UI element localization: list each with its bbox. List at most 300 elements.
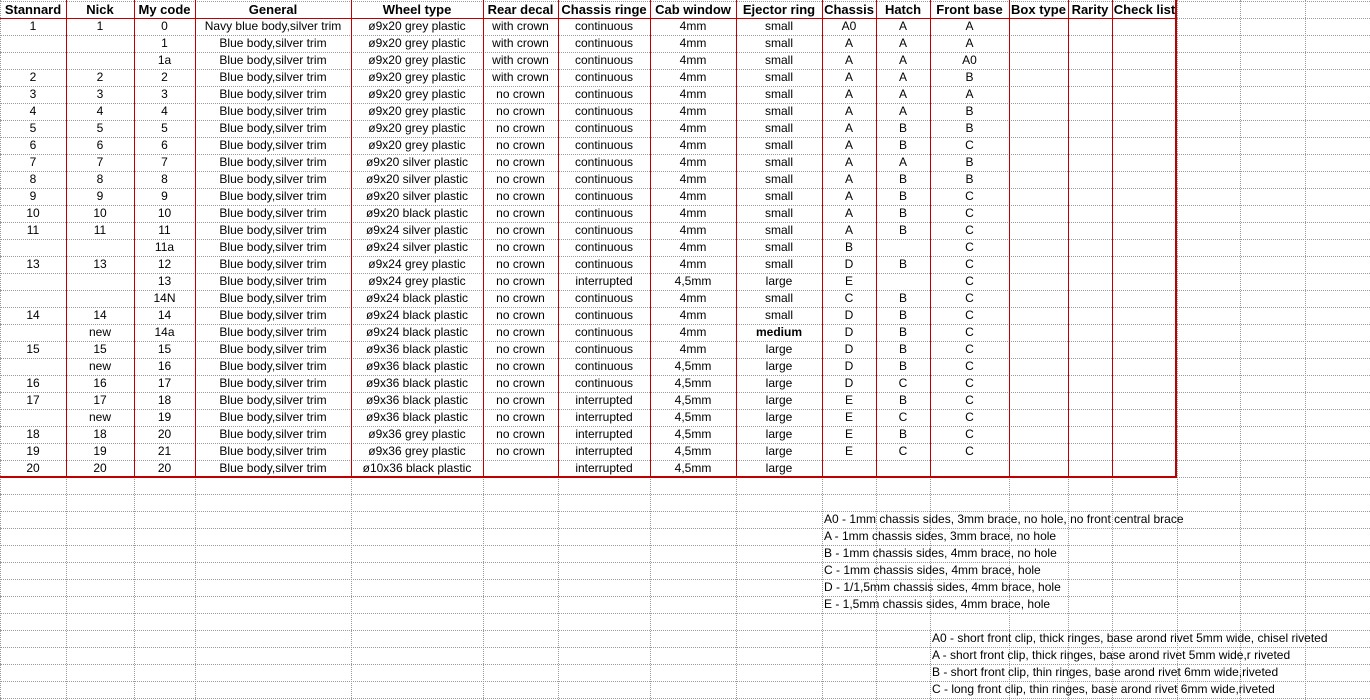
table-cell[interactable]: B xyxy=(898,393,907,407)
table-cell[interactable]: A xyxy=(844,87,853,101)
table-cell[interactable]: 8 xyxy=(96,172,104,186)
table-cell[interactable]: C xyxy=(844,291,854,305)
table-cell[interactable]: small xyxy=(764,121,793,135)
table-cell[interactable]: small xyxy=(764,87,793,101)
table-cell[interactable]: 13 xyxy=(26,257,40,271)
table-cell[interactable]: Blue body,silver trim xyxy=(219,325,327,339)
table-cell[interactable]: ø9x36 black plastic xyxy=(365,376,469,390)
table-cell[interactable]: ø9x20 silver plastic xyxy=(365,189,469,203)
table-cell[interactable]: 19 xyxy=(26,444,40,458)
table-cell[interactable]: large xyxy=(765,461,793,475)
table-cell[interactable]: 13 xyxy=(157,274,172,288)
table-cell[interactable]: small xyxy=(764,223,793,237)
table-cell[interactable]: ø9x24 grey plastic xyxy=(368,274,466,288)
table-cell[interactable]: 17 xyxy=(157,376,172,390)
table-cell[interactable]: 7 xyxy=(96,155,104,169)
table-cell[interactable]: interrupted xyxy=(575,393,633,407)
table-cell[interactable]: no crown xyxy=(496,87,545,101)
table-cell[interactable]: C xyxy=(965,240,974,254)
table-cell[interactable]: Blue body,silver trim xyxy=(219,393,327,407)
table-cell[interactable]: continuous xyxy=(574,240,634,254)
table-cell[interactable]: small xyxy=(764,189,793,203)
table-cell[interactable]: no crown xyxy=(496,189,545,203)
table-cell[interactable]: A xyxy=(844,223,853,237)
table-cell[interactable]: C xyxy=(965,427,974,441)
table-cell[interactable]: ø9x36 black plastic xyxy=(365,359,469,373)
table-cell[interactable]: Blue body,silver trim xyxy=(219,36,327,50)
table-cell[interactable]: 2 xyxy=(29,70,37,84)
table-cell[interactable]: Blue body,silver trim xyxy=(219,240,327,254)
table-cell[interactable]: ø9x20 grey plastic xyxy=(368,19,466,33)
table-cell[interactable]: 16 xyxy=(157,359,172,373)
table-cell[interactable]: 11 xyxy=(93,223,107,237)
table-cell[interactable]: 4mm xyxy=(679,206,707,220)
table-cell[interactable]: no crown xyxy=(496,291,545,305)
table-cell[interactable]: D xyxy=(844,257,854,271)
column-header[interactable]: Hatch xyxy=(884,2,922,17)
table-cell[interactable]: 8 xyxy=(161,172,168,186)
table-cell[interactable]: large xyxy=(765,274,793,288)
table-cell[interactable]: 18 xyxy=(93,427,107,441)
table-cell[interactable]: 20 xyxy=(157,427,172,441)
table-cell[interactable]: interrupted xyxy=(575,461,633,475)
table-cell[interactable]: continuous xyxy=(574,19,634,33)
table-cell[interactable]: continuous xyxy=(574,359,634,373)
table-cell[interactable]: no crown xyxy=(496,155,545,169)
table-cell[interactable]: B xyxy=(898,291,907,305)
table-cell[interactable]: no crown xyxy=(496,206,545,220)
table-cell[interactable]: 14N xyxy=(153,291,176,305)
table-cell[interactable]: 1 xyxy=(29,19,37,33)
table-cell[interactable]: large xyxy=(765,444,793,458)
table-cell[interactable]: 4mm xyxy=(679,257,707,271)
column-header[interactable]: General xyxy=(248,2,298,17)
table-cell[interactable]: 4mm xyxy=(679,223,707,237)
table-cell[interactable]: 19 xyxy=(157,410,172,424)
table-cell[interactable]: 5 xyxy=(161,121,168,135)
table-cell[interactable]: 4,5mm xyxy=(674,461,712,475)
table-cell[interactable]: with crown xyxy=(492,70,549,84)
table-cell[interactable]: Blue body,silver trim xyxy=(219,308,327,322)
table-cell[interactable]: 13 xyxy=(93,257,107,271)
table-cell[interactable]: 3 xyxy=(29,87,37,101)
table-cell[interactable]: with crown xyxy=(492,19,549,33)
table-cell[interactable]: ø9x20 silver plastic xyxy=(365,155,469,169)
table-cell[interactable]: Blue body,silver trim xyxy=(219,223,327,237)
table-cell[interactable]: no crown xyxy=(496,240,545,254)
column-header[interactable]: Ejector ring xyxy=(742,2,816,17)
table-cell[interactable]: ø9x20 grey plastic xyxy=(368,53,466,67)
table-cell[interactable]: C xyxy=(965,359,974,373)
table-cell[interactable]: large xyxy=(765,427,793,441)
table-cell[interactable]: small xyxy=(764,19,793,33)
table-cell[interactable]: B xyxy=(898,206,907,220)
column-header[interactable]: My code xyxy=(138,2,191,17)
table-cell[interactable]: Blue body,silver trim xyxy=(219,189,327,203)
table-cell[interactable]: 4mm xyxy=(679,121,707,135)
table-cell[interactable]: small xyxy=(764,138,793,152)
table-cell[interactable]: 11 xyxy=(158,223,171,237)
table-cell[interactable]: no crown xyxy=(496,376,545,390)
table-cell[interactable]: Blue body,silver trim xyxy=(219,70,327,84)
table-cell[interactable]: Blue body,silver trim xyxy=(219,444,327,458)
table-cell[interactable]: ø9x24 black plastic xyxy=(365,308,469,322)
table-cell[interactable]: B xyxy=(898,359,907,373)
table-cell[interactable]: Blue body,silver trim xyxy=(219,257,327,271)
column-header[interactable]: Stannard xyxy=(4,2,62,17)
table-cell[interactable]: no crown xyxy=(496,257,545,271)
table-cell[interactable]: 4,5mm xyxy=(674,444,712,458)
table-cell[interactable]: B xyxy=(898,121,907,135)
table-cell[interactable]: large xyxy=(765,410,793,424)
table-cell[interactable]: C xyxy=(965,206,974,220)
table-cell[interactable]: continuous xyxy=(574,342,634,356)
table-cell[interactable]: ø9x20 grey plastic xyxy=(368,36,466,50)
table-cell[interactable]: B xyxy=(965,121,974,135)
table-cell[interactable]: B xyxy=(965,172,974,186)
table-cell[interactable]: 4,5mm xyxy=(674,376,712,390)
table-cell[interactable]: continuous xyxy=(574,138,634,152)
table-cell[interactable]: large xyxy=(765,393,793,407)
column-header[interactable]: Chassis ringe xyxy=(561,2,647,17)
table-cell[interactable]: 4mm xyxy=(679,342,707,356)
table-cell[interactable]: 4 xyxy=(96,104,104,118)
table-cell[interactable]: D xyxy=(844,359,854,373)
table-cell[interactable]: A0 xyxy=(841,19,857,33)
table-cell[interactable]: D xyxy=(844,325,854,339)
table-cell[interactable]: ø9x36 grey plastic xyxy=(368,444,466,458)
table-cell[interactable]: 4,5mm xyxy=(674,359,712,373)
table-cell[interactable]: A xyxy=(844,155,853,169)
table-cell[interactable]: 1 xyxy=(161,36,168,50)
table-cell[interactable]: C xyxy=(965,223,974,237)
table-cell[interactable]: C xyxy=(965,342,974,356)
table-cell[interactable]: A xyxy=(898,70,907,84)
table-cell[interactable]: A xyxy=(844,36,853,50)
table-cell[interactable]: 4mm xyxy=(679,291,707,305)
table-cell[interactable]: continuous xyxy=(574,325,634,339)
table-cell[interactable]: no crown xyxy=(496,138,545,152)
table-cell[interactable]: 8 xyxy=(29,172,37,186)
table-cell[interactable]: C xyxy=(965,376,974,390)
table-cell[interactable]: 6 xyxy=(161,138,168,152)
table-cell[interactable]: 4mm xyxy=(679,53,707,67)
table-cell[interactable]: small xyxy=(764,206,793,220)
table-cell[interactable]: A xyxy=(844,138,853,152)
table-cell[interactable]: Navy blue body,silver trim xyxy=(204,19,342,33)
table-cell[interactable]: A xyxy=(898,87,907,101)
table-cell[interactable]: A xyxy=(898,155,907,169)
table-cell[interactable]: 4mm xyxy=(679,325,707,339)
table-cell[interactable]: B xyxy=(898,257,907,271)
table-cell[interactable]: 4mm xyxy=(679,172,707,186)
table-cell[interactable]: 6 xyxy=(29,138,37,152)
table-cell[interactable]: 3 xyxy=(96,87,104,101)
table-cell[interactable]: 19 xyxy=(93,444,107,458)
table-cell[interactable]: A xyxy=(844,121,853,135)
table-cell[interactable]: 14 xyxy=(157,308,172,322)
table-cell[interactable]: interrupted xyxy=(575,410,633,424)
column-header[interactable]: Cab window xyxy=(655,2,731,17)
table-cell[interactable]: 18 xyxy=(157,393,172,407)
table-cell[interactable]: continuous xyxy=(574,172,634,186)
table-cell[interactable]: ø9x36 black plastic xyxy=(365,410,469,424)
table-cell[interactable]: A xyxy=(844,104,853,118)
table-cell[interactable]: no crown xyxy=(496,172,545,186)
table-cell[interactable]: small xyxy=(764,155,793,169)
table-cell[interactable]: 4mm xyxy=(679,308,707,322)
table-cell[interactable]: E xyxy=(844,410,853,424)
table-cell[interactable]: large xyxy=(765,376,793,390)
table-cell[interactable]: D xyxy=(844,308,854,322)
table-cell[interactable]: 2 xyxy=(161,70,168,84)
table-cell[interactable]: continuous xyxy=(574,104,634,118)
table-cell[interactable]: small xyxy=(764,36,793,50)
table-cell[interactable]: no crown xyxy=(496,274,545,288)
table-cell[interactable]: Blue body,silver trim xyxy=(219,359,327,373)
table-cell[interactable]: 4,5mm xyxy=(674,393,712,407)
table-cell[interactable]: continuous xyxy=(574,308,634,322)
table-cell[interactable]: 18 xyxy=(26,427,40,441)
table-cell[interactable]: no crown xyxy=(496,104,545,118)
table-cell[interactable]: D xyxy=(844,376,854,390)
table-cell[interactable]: C xyxy=(965,410,974,424)
table-cell[interactable]: continuous xyxy=(574,53,634,67)
table-cell[interactable]: ø9x20 grey plastic xyxy=(368,104,466,118)
table-cell[interactable]: no crown xyxy=(496,393,545,407)
table-cell[interactable]: continuous xyxy=(574,376,634,390)
table-cell[interactable]: continuous xyxy=(574,155,634,169)
table-cell[interactable]: E xyxy=(844,274,853,288)
table-cell[interactable]: continuous xyxy=(574,121,634,135)
table-cell[interactable]: no crown xyxy=(496,410,545,424)
table-cell[interactable]: C xyxy=(898,376,908,390)
table-cell[interactable]: 7 xyxy=(29,155,37,169)
table-cell[interactable]: no crown xyxy=(496,223,545,237)
table-cell[interactable]: 4 xyxy=(29,104,37,118)
table-cell[interactable]: A xyxy=(898,19,907,33)
table-cell[interactable]: small xyxy=(764,70,793,84)
table-cell[interactable]: C xyxy=(965,393,974,407)
table-cell[interactable]: 4mm xyxy=(679,36,707,50)
table-cell[interactable]: small xyxy=(764,308,793,322)
table-cell[interactable]: B xyxy=(898,342,907,356)
table-cell[interactable]: continuous xyxy=(574,223,634,237)
table-cell[interactable]: 6 xyxy=(96,138,104,152)
table-cell[interactable]: small xyxy=(764,291,793,305)
table-cell[interactable]: B xyxy=(965,104,974,118)
table-cell[interactable]: Blue body,silver trim xyxy=(219,155,327,169)
table-cell[interactable]: small xyxy=(764,240,793,254)
table-cell[interactable]: 17 xyxy=(93,393,107,407)
table-cell[interactable]: 4mm xyxy=(679,189,707,203)
table-cell[interactable]: 15 xyxy=(93,342,107,356)
table-cell[interactable]: 21 xyxy=(157,444,172,458)
column-header[interactable]: Front base xyxy=(936,2,1003,17)
table-cell[interactable]: 4mm xyxy=(679,19,707,33)
table-cell[interactable]: ø9x24 silver plastic xyxy=(365,223,469,237)
table-cell[interactable]: A xyxy=(898,104,907,118)
table-cell[interactable]: ø9x20 black plastic xyxy=(365,206,469,220)
table-cell[interactable]: ø9x24 black plastic xyxy=(365,325,469,339)
table-cell[interactable]: ø10x36 black plastic xyxy=(362,461,472,475)
table-cell[interactable]: medium xyxy=(755,325,802,339)
table-cell[interactable]: Blue body,silver trim xyxy=(219,206,327,220)
table-cell[interactable]: C xyxy=(965,138,974,152)
table-cell[interactable]: 20 xyxy=(93,461,107,475)
table-cell[interactable]: ø9x36 black plastic xyxy=(365,342,469,356)
table-cell[interactable]: 4,5mm xyxy=(674,427,712,441)
table-cell[interactable]: with crown xyxy=(492,36,549,50)
table-cell[interactable]: C xyxy=(965,189,974,203)
table-cell[interactable]: interrupted xyxy=(575,274,633,288)
column-header[interactable]: Rarity xyxy=(1071,2,1109,17)
table-cell[interactable]: C xyxy=(965,444,974,458)
table-cell[interactable]: ø9x20 silver plastic xyxy=(365,172,469,186)
table-cell[interactable]: Blue body,silver trim xyxy=(219,104,327,118)
table-cell[interactable]: 4mm xyxy=(679,138,707,152)
table-cell[interactable]: 4mm xyxy=(679,155,707,169)
table-cell[interactable]: 9 xyxy=(96,189,104,203)
table-cell[interactable]: no crown xyxy=(496,308,545,322)
table-cell[interactable]: Blue body,silver trim xyxy=(219,342,327,356)
table-cell[interactable]: 17 xyxy=(26,393,40,407)
table-cell[interactable]: C xyxy=(965,257,974,271)
table-cell[interactable]: 16 xyxy=(26,376,40,390)
table-cell[interactable]: 12 xyxy=(157,257,172,271)
table-cell[interactable]: E xyxy=(844,393,853,407)
table-cell[interactable]: 9 xyxy=(29,189,37,203)
table-cell[interactable]: C xyxy=(965,291,974,305)
table-cell[interactable]: A xyxy=(844,189,853,203)
table-cell[interactable]: A xyxy=(898,53,907,67)
table-cell[interactable]: A xyxy=(844,206,853,220)
table-cell[interactable]: B xyxy=(898,138,907,152)
table-cell[interactable]: continuous xyxy=(574,206,634,220)
table-cell[interactable]: Blue body,silver trim xyxy=(219,291,327,305)
table-cell[interactable]: Blue body,silver trim xyxy=(219,376,327,390)
table-cell[interactable]: new xyxy=(88,359,111,373)
column-header[interactable]: Wheel type xyxy=(382,2,452,17)
table-cell[interactable]: B xyxy=(965,70,974,84)
table-cell[interactable]: interrupted xyxy=(575,427,633,441)
table-cell[interactable]: 4mm xyxy=(679,70,707,84)
table-cell[interactable]: A xyxy=(965,87,974,101)
table-cell[interactable]: A xyxy=(965,36,974,50)
table-cell[interactable]: no crown xyxy=(496,121,545,135)
table-cell[interactable]: new xyxy=(88,325,111,339)
table-cell[interactable]: 15 xyxy=(26,342,40,356)
table-cell[interactable]: no crown xyxy=(496,342,545,356)
table-cell[interactable]: B xyxy=(965,155,974,169)
table-cell[interactable]: Blue body,silver trim xyxy=(219,410,327,424)
column-header[interactable]: Check list xyxy=(1113,2,1176,17)
table-cell[interactable]: continuous xyxy=(574,189,634,203)
table-cell[interactable]: continuous xyxy=(574,291,634,305)
table-cell[interactable]: B xyxy=(898,223,907,237)
table-cell[interactable]: ø9x36 grey plastic xyxy=(368,427,466,441)
table-cell[interactable]: no crown xyxy=(496,427,545,441)
table-cell[interactable]: 4mm xyxy=(679,240,707,254)
table-cell[interactable]: Blue body,silver trim xyxy=(219,121,327,135)
table-cell[interactable]: 14a xyxy=(154,325,175,339)
column-header[interactable]: Chassis xyxy=(824,2,874,17)
table-cell[interactable]: 14 xyxy=(93,308,107,322)
table-cell[interactable]: 4mm xyxy=(679,104,707,118)
table-cell[interactable]: 11a xyxy=(154,240,175,254)
table-cell[interactable]: A xyxy=(844,53,853,67)
table-cell[interactable]: new xyxy=(88,410,111,424)
table-cell[interactable]: B xyxy=(844,240,853,254)
table-cell[interactable]: C xyxy=(965,308,974,322)
table-cell[interactable]: E xyxy=(844,444,853,458)
table-cell[interactable]: large xyxy=(765,342,793,356)
table-cell[interactable]: 16 xyxy=(93,376,107,390)
table-cell[interactable]: E xyxy=(844,427,853,441)
table-cell[interactable]: 11 xyxy=(26,223,40,237)
table-cell[interactable]: continuous xyxy=(574,36,634,50)
table-cell[interactable]: 14 xyxy=(26,308,40,322)
table-cell[interactable]: small xyxy=(764,172,793,186)
table-cell[interactable]: ø9x24 silver plastic xyxy=(365,240,469,254)
table-cell[interactable]: ø9x20 grey plastic xyxy=(368,87,466,101)
table-cell[interactable]: 4 xyxy=(161,104,168,118)
table-cell[interactable]: 9 xyxy=(161,189,168,203)
table-cell[interactable]: C xyxy=(965,325,974,339)
table-cell[interactable]: 2 xyxy=(96,70,104,84)
table-cell[interactable]: 7 xyxy=(161,155,168,169)
table-cell[interactable]: 5 xyxy=(96,121,104,135)
table-cell[interactable]: large xyxy=(765,359,793,373)
table-cell[interactable]: small xyxy=(764,257,793,271)
column-header[interactable]: Box type xyxy=(1011,2,1066,17)
table-cell[interactable]: ø9x24 black plastic xyxy=(365,291,469,305)
table-cell[interactable]: 1 xyxy=(96,19,104,33)
table-cell[interactable]: 1a xyxy=(157,53,172,67)
table-cell[interactable]: no crown xyxy=(496,359,545,373)
table-cell[interactable]: A0 xyxy=(962,53,977,67)
table-cell[interactable]: Blue body,silver trim xyxy=(219,274,327,288)
table-cell[interactable]: Blue body,silver trim xyxy=(219,461,327,475)
table-cell[interactable]: continuous xyxy=(574,87,634,101)
table-cell[interactable]: 10 xyxy=(93,206,107,220)
table-cell[interactable]: D xyxy=(844,342,854,356)
column-header[interactable]: Nick xyxy=(86,2,114,17)
table-cell[interactable]: B xyxy=(898,325,907,339)
table-cell[interactable]: B xyxy=(898,172,907,186)
table-cell[interactable]: ø9x20 grey plastic xyxy=(368,70,466,84)
table-cell[interactable]: Blue body,silver trim xyxy=(219,427,327,441)
table-cell[interactable]: 15 xyxy=(157,342,172,356)
table-cell[interactable]: 20 xyxy=(157,461,172,475)
column-header[interactable]: Rear decal xyxy=(487,2,554,17)
table-cell[interactable]: C xyxy=(898,410,908,424)
table-cell[interactable]: ø9x20 grey plastic xyxy=(368,121,466,135)
table-cell[interactable]: A xyxy=(844,172,853,186)
table-cell[interactable]: Blue body,silver trim xyxy=(219,172,327,186)
table-cell[interactable]: ø9x20 grey plastic xyxy=(368,138,466,152)
table-cell[interactable]: 4,5mm xyxy=(674,274,712,288)
table-cell[interactable]: with crown xyxy=(492,53,549,67)
table-cell[interactable]: B xyxy=(898,308,907,322)
table-cell[interactable]: 4,5mm xyxy=(674,410,712,424)
table-cell[interactable]: Blue body,silver trim xyxy=(219,87,327,101)
table-cell[interactable]: ø9x36 black plastic xyxy=(365,393,469,407)
table-cell[interactable]: ø9x24 grey plastic xyxy=(368,257,466,271)
table-cell[interactable]: C xyxy=(965,274,974,288)
table-cell[interactable]: 10 xyxy=(26,206,40,220)
table-cell[interactable]: 4mm xyxy=(679,87,707,101)
